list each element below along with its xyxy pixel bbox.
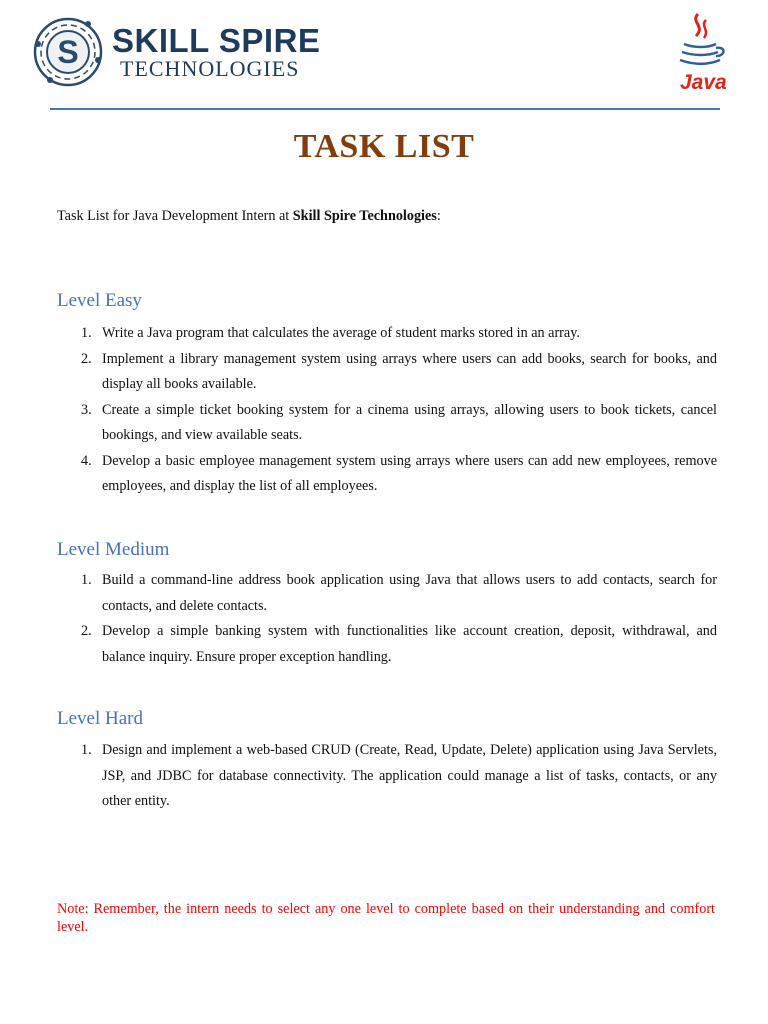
list-item [57, 568, 717, 619]
level-easy-heading: Level Easy [57, 290, 142, 311]
list-item-text: Develop a basic employee management system using arrays where users can add new employees, remove employees, and display the list of all employees. [102, 452, 717, 494]
list-item-number: 1. [81, 742, 92, 758]
skill-spire-logo [30, 14, 321, 90]
note-text: Note: Remember, the intern needs to select any one level to complete based on their understanding and comfort level. [57, 901, 715, 935]
level-medium-list [57, 568, 717, 670]
level-easy-list [57, 321, 717, 500]
document-header [0, 0, 768, 112]
java-label: Java [680, 71, 727, 94]
level-hard-heading: Level Hard [57, 708, 143, 729]
list-item-number: 2. [81, 623, 92, 639]
list-item-number: 1. [81, 572, 92, 588]
list-item-text: Design and implement a web-based CRUD (Create, Read, Update, Delete) application using Java Servlets, JSP, and JDBC for database connectivity. The application could manage a list of tasks, contacts, or any other entity. [102, 742, 717, 809]
brand-subtitle: TECHNOLOGIES [120, 56, 300, 81]
list-item [57, 449, 717, 500]
page-title: TASK LIST [293, 128, 475, 165]
list-item-number: 1. [81, 325, 92, 341]
list-item-text: Develop a simple banking system with functionalities like account creation, deposit, withdrawal, and balance inquiry. Ensure proper exception handling. [102, 623, 717, 665]
java-logo [668, 12, 732, 100]
brand-name: SKILL SPIRE [112, 22, 321, 59]
intro-company: Skill Spire Technologies [292, 208, 437, 224]
list-item [57, 738, 717, 815]
list-item-text: Implement a library management system using arrays where users can add books, search for books, and display all books available. [102, 350, 717, 392]
intro-text [57, 208, 441, 225]
level-medium-heading: Level Medium [57, 539, 170, 560]
intro-suffix: : [436, 208, 441, 224]
header-divider [50, 108, 720, 110]
list-item [57, 347, 717, 398]
skill-spire-logo-mark [30, 14, 106, 90]
list-item-number: 2. [81, 350, 92, 367]
list-item-text: Build a command-line address book application using Java that allows users to add contacts, search for contacts, and delete contacts. [102, 572, 717, 614]
list-item-number: 4. [81, 452, 92, 469]
list-item [57, 398, 717, 449]
level-hard-list [57, 738, 717, 815]
list-item-text: Write a Java program that calculates the average of student marks stored in an array. [102, 325, 580, 341]
intro-prefix: Task List for Java Development Intern at [57, 208, 293, 224]
list-item [57, 619, 717, 670]
svg-text:S: S [57, 34, 79, 70]
list-item-number: 3. [81, 401, 92, 418]
java-coffee-cup-icon [668, 12, 732, 72]
list-item-text: Create a simple ticket booking system for a cinema using arrays, allowing users to book tickets, cancel bookings, and view available seats. [102, 401, 717, 443]
list-item [57, 321, 717, 347]
